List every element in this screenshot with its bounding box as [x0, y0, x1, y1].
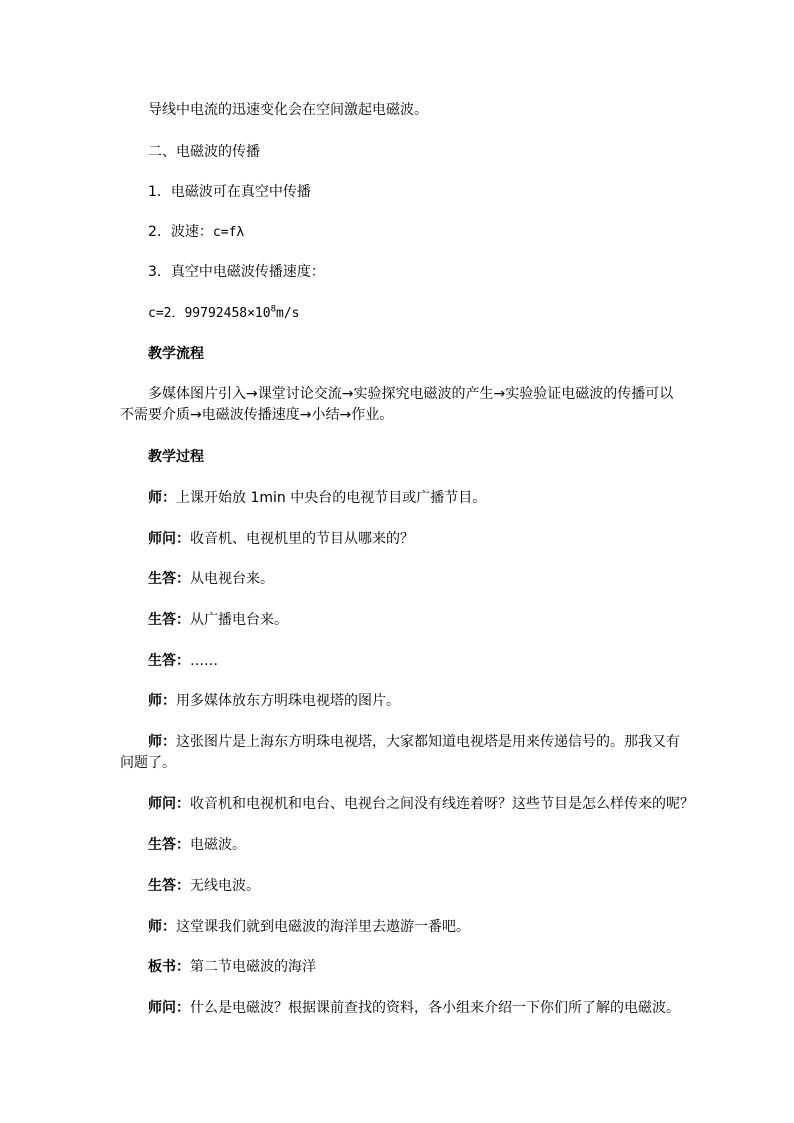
dialogue-line	[120, 835, 680, 856]
dialogue-line	[120, 691, 680, 712]
speaker-label: 师：	[148, 693, 176, 709]
light-speed-unit: m/s	[276, 306, 300, 321]
speaker-label: 板书：	[148, 959, 190, 975]
dialogue-text: 这张图片是上海东方明珠电视塔，大家都知道电视塔是用来传递信号的。那我又有问题了。	[120, 734, 680, 771]
speaker-label: 生答：	[148, 653, 190, 669]
dialogue-text: 无线电波。	[190, 878, 260, 894]
speaker-label: 师问：	[148, 1000, 190, 1016]
light-speed-value	[120, 303, 680, 324]
dialogue-line	[120, 876, 680, 897]
dialogue-text: 上课开始放 1min 中央台的电视节目或广播节目。	[176, 490, 487, 506]
dialogue-line	[120, 651, 680, 672]
speaker-label: 师问：	[148, 796, 190, 812]
dialogue-text: 电磁波。	[190, 837, 246, 853]
speaker-label: 生答：	[148, 837, 190, 853]
speaker-label: 师问：	[148, 531, 190, 547]
dialogue-line	[120, 610, 680, 631]
speaker-label: 生答：	[148, 612, 190, 628]
dialogue-text: 从电视台来。	[190, 571, 274, 587]
list-item-1: 1．电磁波可在真空中传播	[148, 184, 311, 200]
dialogue-line	[120, 794, 694, 815]
dialogue-line	[120, 998, 680, 1019]
section-heading-propagation: 二、电磁波的传播	[148, 144, 260, 160]
dialogue-line	[120, 917, 680, 938]
list-item-2	[120, 222, 680, 243]
speaker-label: 师：	[148, 734, 176, 750]
light-speed-exponent: 8	[270, 304, 276, 315]
paragraph-current-change: 导线中电流的迅速变化会在空间激起电磁波。	[148, 102, 428, 118]
dialogue-text: ……	[190, 653, 218, 669]
dialogue-text: 第二节电磁波的海洋	[190, 959, 316, 975]
dialogue-line	[120, 569, 680, 590]
dialogue-text: 收音机、电视机里的节目从哪来的？	[190, 531, 414, 547]
speaker-label: 师：	[148, 490, 176, 506]
wave-speed-formula: c=fλ	[212, 225, 245, 240]
list-item-3: 3．真空中电磁波传播速度：	[148, 264, 325, 280]
dialogue-text: 这堂课我们就到电磁波的海洋里去遨游一番吧。	[176, 919, 470, 935]
speaker-label: 生答：	[148, 878, 190, 894]
heading-teaching-flow: 教学流程	[148, 346, 204, 362]
dialogue-line	[120, 529, 680, 550]
dialogue-line	[120, 488, 680, 509]
heading-teaching-process: 教学过程	[148, 449, 204, 465]
paragraph-teaching-flow: 多媒体图片引入→课堂讨论交流→实验探究电磁波的产生→实验验证电磁波的传播可以不需要介质→电磁波传播速度→小结→作业。	[120, 386, 674, 423]
dialogue-text: 用多媒体放东方明珠电视塔的图片。	[176, 693, 400, 709]
light-speed-base: c=2．99792458×10	[148, 306, 271, 321]
speaker-label: 师：	[148, 919, 176, 935]
dialogue-text: 什么是电磁波？根据课前查找的资料，各小组来介绍一下你们所了解的电磁波。	[190, 1000, 680, 1016]
list-item-2-label: 2．波速：	[148, 224, 213, 240]
dialogue-line	[120, 957, 680, 978]
dialogue-text: 从广播电台来。	[190, 612, 288, 628]
speaker-label: 生答：	[148, 571, 190, 587]
dialogue-line	[120, 732, 680, 774]
dialogue-text: 收音机和电视机和电台、电视台之间没有线连着呀？这些节目是怎么样传来的呢？	[190, 796, 694, 812]
